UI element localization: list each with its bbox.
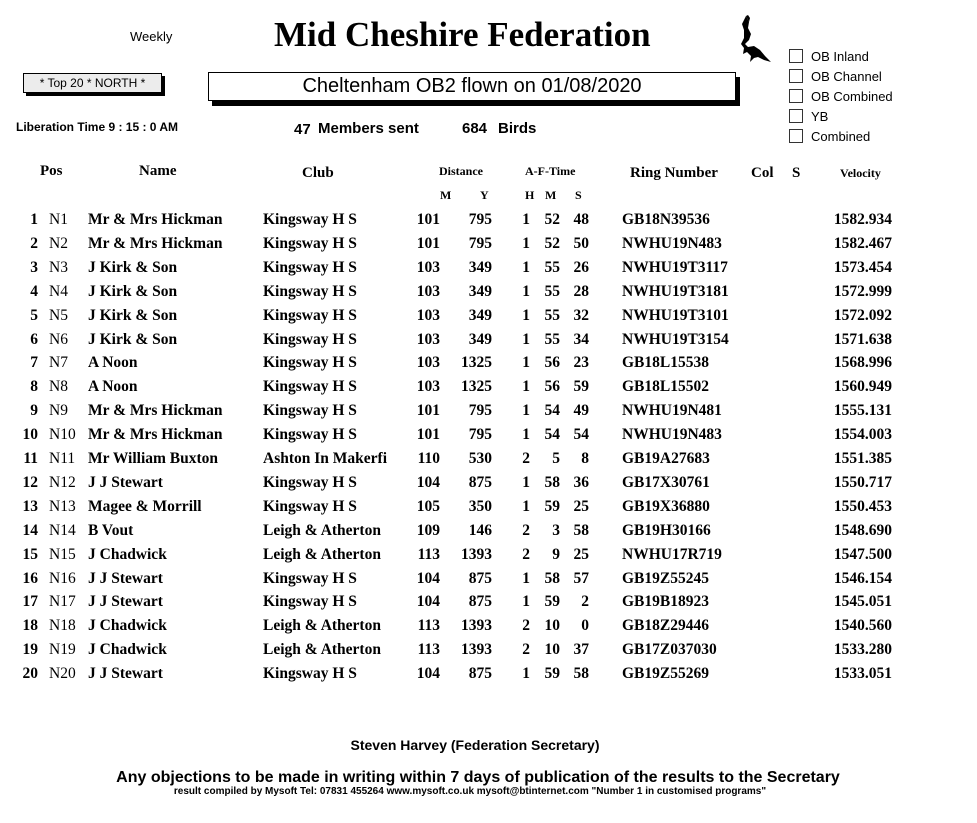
- time-seconds-cell: 37: [573, 641, 589, 659]
- time-hours-cell: 1: [522, 282, 530, 300]
- position-cell: 17: [22, 593, 38, 611]
- north-position-cell: N1: [49, 211, 68, 228]
- distance-yards-cell: 1393: [461, 545, 492, 563]
- north-position-cell: N2: [49, 234, 68, 252]
- time-hours-cell: 1: [522, 569, 530, 587]
- position-cell: 4: [30, 282, 38, 300]
- velocity-cell: 1546.154: [833, 569, 892, 587]
- member-name-cell: A Noon: [88, 354, 138, 372]
- distance-yards-cell: 875: [468, 569, 492, 587]
- ring-number-cell: NWHU19N483: [622, 426, 722, 444]
- time-seconds-cell: 34: [573, 330, 589, 348]
- time-hours-cell: 1: [522, 330, 530, 348]
- north-position-cell: N4: [49, 282, 68, 300]
- table-row: [0, 593, 977, 617]
- position-cell: 15: [22, 545, 38, 563]
- time-minutes-cell: 58: [544, 569, 560, 587]
- col-header-minutes: M: [545, 188, 557, 202]
- time-seconds-cell: 59: [573, 378, 589, 396]
- velocity-cell: 1572.999: [833, 282, 892, 300]
- distance-miles-cell: 101: [416, 211, 440, 228]
- club-cell: Kingsway H S: [263, 426, 357, 444]
- table-row: [0, 665, 977, 689]
- velocity-cell: 1582.467: [833, 234, 892, 252]
- birds-label: Birds: [498, 120, 537, 137]
- option-yb[interactable]: [789, 106, 893, 126]
- club-cell: Kingsway H S: [263, 211, 357, 228]
- time-seconds-cell: 8: [581, 450, 589, 467]
- position-cell: 8: [30, 378, 38, 396]
- distance-yards-cell: 349: [468, 258, 492, 276]
- club-cell: Kingsway H S: [263, 473, 357, 491]
- north-position-cell: N20: [49, 665, 76, 683]
- north-position-cell: N14: [49, 521, 76, 539]
- club-cell: Kingsway H S: [263, 258, 357, 276]
- member-name-cell: J J Stewart: [88, 473, 163, 491]
- members-count: 47: [294, 121, 311, 138]
- option-label: OB Combined: [811, 88, 893, 104]
- table-row: [0, 641, 977, 665]
- time-seconds-cell: 25: [573, 497, 589, 515]
- table-row: [0, 570, 977, 594]
- north-position-cell: N3: [49, 258, 68, 276]
- member-name-cell: Mr & Mrs Hickman: [88, 402, 223, 420]
- member-name-cell: B Vout: [88, 521, 134, 539]
- time-hours-cell: 1: [522, 211, 530, 228]
- ring-number-cell: GB19A27683: [622, 450, 710, 467]
- position-cell: 11: [23, 450, 38, 467]
- ring-number-cell: NWHU19N483: [622, 234, 722, 252]
- club-cell: Kingsway H S: [263, 497, 357, 515]
- distance-miles-cell: 103: [416, 378, 440, 396]
- checkbox[interactable]: [789, 69, 803, 83]
- north-position-cell: N15: [49, 545, 76, 563]
- velocity-cell: 1533.280: [833, 641, 892, 659]
- member-name-cell: A Noon: [88, 378, 138, 396]
- time-minutes-cell: 58: [544, 473, 560, 491]
- velocity-cell: 1540.560: [833, 617, 892, 635]
- distance-miles-cell: 101: [416, 402, 440, 420]
- col-header-sex: S: [792, 165, 801, 181]
- time-hours-cell: 2: [522, 450, 530, 467]
- north-position-cell: N11: [49, 450, 76, 467]
- col-header-seconds: S: [575, 188, 582, 202]
- position-cell: 10: [22, 426, 38, 444]
- distance-yards-cell: 349: [468, 330, 492, 348]
- ring-number-cell: NWHU19T3101: [622, 306, 729, 324]
- time-hours-cell: 1: [522, 497, 530, 515]
- club-cell: Kingsway H S: [263, 378, 357, 396]
- position-cell: 7: [30, 354, 38, 372]
- table-row: [0, 235, 977, 259]
- time-minutes-cell: 55: [544, 330, 560, 348]
- time-minutes-cell: 52: [544, 211, 560, 228]
- table-row: [0, 259, 977, 283]
- col-header-hours: H: [525, 188, 535, 202]
- col-header-name: Name: [139, 163, 177, 179]
- north-position-cell: N8: [49, 378, 68, 396]
- time-hours-cell: 2: [522, 545, 530, 563]
- time-minutes-cell: 54: [544, 402, 560, 420]
- distance-miles-cell: 110: [417, 450, 440, 467]
- ring-number-cell: GB17Z037030: [622, 641, 717, 659]
- club-cell: Kingsway H S: [263, 306, 357, 324]
- weekly-label: Weekly: [130, 29, 173, 44]
- distance-yards-cell: 349: [468, 282, 492, 300]
- time-minutes-cell: 55: [544, 306, 560, 324]
- time-hours-cell: 1: [522, 593, 530, 611]
- distance-miles-cell: 113: [417, 617, 440, 635]
- time-minutes-cell: 56: [544, 354, 560, 372]
- distance-yards-cell: 875: [468, 473, 492, 491]
- velocity-cell: 1550.453: [833, 497, 892, 515]
- velocity-cell: 1548.690: [833, 521, 892, 539]
- table-row: [0, 498, 977, 522]
- time-hours-cell: 1: [522, 234, 530, 252]
- time-minutes-cell: 55: [544, 258, 560, 276]
- ring-number-cell: GB19Z55245: [622, 569, 709, 587]
- ring-number-cell: GB19B18923: [622, 593, 709, 611]
- time-seconds-cell: 58: [573, 521, 589, 539]
- position-cell: 6: [30, 330, 38, 348]
- time-hours-cell: 1: [522, 258, 530, 276]
- time-minutes-cell: 59: [544, 497, 560, 515]
- checkbox[interactable]: [789, 129, 803, 143]
- ring-number-cell: NWHU19T3181: [622, 282, 729, 300]
- time-seconds-cell: 57: [573, 569, 589, 587]
- region-badge: * Top 20 * NORTH *: [23, 73, 162, 93]
- member-name-cell: J J Stewart: [88, 569, 163, 587]
- time-seconds-cell: 36: [573, 473, 589, 491]
- member-name-cell: Mr William Buxton: [88, 450, 219, 467]
- col-header-velocity: Velocity: [840, 166, 881, 180]
- race-title-box: Cheltenham OB2 flown on 01/08/2020: [208, 72, 736, 101]
- col-header-ring: Ring Number: [630, 165, 718, 181]
- club-cell: Leigh & Atherton: [263, 617, 381, 635]
- ring-number-cell: GB19Z55269: [622, 665, 709, 683]
- velocity-cell: 1571.638: [833, 330, 892, 348]
- north-position-cell: N19: [49, 641, 76, 659]
- member-name-cell: J J Stewart: [88, 593, 163, 611]
- time-minutes-cell: 10: [544, 641, 560, 659]
- club-cell: Kingsway H S: [263, 282, 357, 300]
- ring-number-cell: GB17X30761: [622, 473, 710, 491]
- table-row: [0, 474, 977, 498]
- velocity-cell: 1533.051: [833, 665, 892, 683]
- ring-number-cell: GB19H30166: [622, 521, 711, 539]
- distance-yards-cell: 1393: [461, 641, 492, 659]
- time-minutes-cell: 54: [544, 426, 560, 444]
- distance-miles-cell: 101: [416, 234, 440, 252]
- time-seconds-cell: 32: [573, 306, 589, 324]
- member-name-cell: J Kirk & Son: [88, 306, 178, 324]
- time-hours-cell: 1: [522, 354, 530, 372]
- option-ob-channel[interactable]: [789, 66, 893, 86]
- north-position-cell: N10: [49, 426, 76, 444]
- distance-miles-cell: 113: [417, 641, 440, 659]
- position-cell: 12: [22, 473, 38, 491]
- position-cell: 19: [22, 641, 38, 659]
- club-cell: Kingsway H S: [263, 593, 357, 611]
- velocity-cell: 1560.949: [833, 378, 892, 396]
- position-cell: 3: [30, 258, 38, 276]
- time-seconds-cell: 2: [581, 593, 589, 611]
- north-position-cell: N12: [49, 473, 76, 491]
- time-seconds-cell: 26: [573, 258, 589, 276]
- member-name-cell: J Kirk & Son: [88, 258, 178, 276]
- distance-yards-cell: 530: [468, 450, 492, 467]
- distance-yards-cell: 146: [468, 521, 492, 539]
- table-row: [0, 283, 977, 307]
- table-row: [0, 307, 977, 331]
- time-minutes-cell: 5: [552, 450, 560, 467]
- velocity-cell: 1554.003: [833, 426, 892, 444]
- north-position-cell: N7: [49, 354, 68, 372]
- distance-miles-cell: 103: [416, 306, 440, 324]
- col-header-colour: Col: [751, 165, 774, 181]
- distance-yards-cell: 795: [468, 426, 492, 444]
- velocity-cell: 1550.717: [833, 473, 892, 491]
- page-title: Mid Cheshire Federation: [274, 15, 651, 54]
- table-row: [0, 426, 977, 450]
- club-cell: Ashton In Makerfi: [263, 450, 388, 467]
- member-name-cell: J Chadwick: [88, 617, 167, 635]
- position-cell: 1: [30, 211, 38, 228]
- member-name-cell: Mr & Mrs Hickman: [88, 234, 223, 252]
- distance-yards-cell: 1325: [461, 354, 492, 372]
- distance-miles-cell: 104: [416, 665, 440, 683]
- ring-number-cell: GB18N39536: [622, 211, 710, 228]
- option-label: Combined: [811, 128, 871, 144]
- club-cell: Leigh & Atherton: [263, 545, 381, 563]
- col-header-distance: Distance: [439, 164, 483, 178]
- position-cell: 13: [22, 497, 38, 515]
- liberation-time: Liberation Time 9 : 15 : 0 AM: [16, 120, 179, 134]
- option-label: OB Inland: [811, 48, 869, 64]
- member-name-cell: Mr & Mrs Hickman: [88, 211, 223, 228]
- ring-number-cell: NWHU19T3117: [622, 258, 728, 276]
- velocity-cell: 1582.934: [833, 211, 892, 228]
- velocity-cell: 1572.092: [833, 306, 892, 324]
- distance-yards-cell: 350: [468, 497, 492, 515]
- time-hours-cell: 2: [522, 521, 530, 539]
- distance-yards-cell: 1325: [461, 378, 492, 396]
- club-cell: Kingsway H S: [263, 665, 357, 683]
- north-position-cell: N17: [49, 593, 76, 611]
- birds-count: 684: [462, 120, 488, 137]
- club-cell: Kingsway H S: [263, 354, 357, 372]
- distance-miles-cell: 104: [416, 569, 440, 587]
- member-name-cell: J J Stewart: [88, 665, 163, 683]
- velocity-cell: 1545.051: [833, 593, 892, 611]
- col-header-dist-m: M: [440, 188, 452, 202]
- table-row: [0, 522, 977, 546]
- distance-miles-cell: 104: [416, 593, 440, 611]
- time-seconds-cell: 48: [573, 211, 589, 228]
- position-cell: 5: [30, 306, 38, 324]
- option-ob-inland[interactable]: [789, 46, 893, 66]
- table-row: [0, 354, 977, 378]
- compiled-by-footer: result compiled by Mysoft Tel: 07831 455264 www.mysoft.co.uk mysoft@btinternet.com "Number 1 in customised programs": [173, 786, 767, 797]
- table-row: [0, 378, 977, 402]
- table-row: [0, 211, 977, 235]
- position-cell: 18: [22, 617, 38, 635]
- ring-number-cell: NWHU19T3154: [622, 330, 729, 348]
- col-header-dist-y: Y: [480, 188, 489, 202]
- club-cell: Leigh & Atherton: [263, 521, 381, 539]
- north-position-cell: N6: [49, 330, 68, 348]
- checkbox[interactable]: [789, 89, 803, 103]
- option-combined[interactable]: [789, 126, 893, 146]
- ring-number-cell: GB18Z29446: [622, 617, 709, 635]
- distance-yards-cell: 349: [468, 306, 492, 324]
- time-minutes-cell: 52: [544, 234, 560, 252]
- time-minutes-cell: 59: [544, 593, 560, 611]
- distance-yards-cell: 795: [468, 211, 492, 228]
- time-seconds-cell: 25: [573, 545, 589, 563]
- north-position-cell: N9: [49, 402, 68, 420]
- club-cell: Kingsway H S: [263, 234, 357, 252]
- time-hours-cell: 2: [522, 641, 530, 659]
- table-row: [0, 546, 977, 570]
- option-label: OB Channel: [811, 68, 882, 84]
- objections-notice: Any objections to be made in writing within 7 days of publication of the results to the Secretary: [116, 769, 840, 786]
- club-cell: Kingsway H S: [263, 330, 357, 348]
- position-cell: 20: [22, 665, 38, 683]
- distance-miles-cell: 103: [416, 258, 440, 276]
- time-seconds-cell: 28: [573, 282, 589, 300]
- distance-yards-cell: 875: [468, 665, 492, 683]
- member-name-cell: J Chadwick: [88, 641, 167, 659]
- distance-yards-cell: 795: [468, 402, 492, 420]
- ring-number-cell: GB18L15502: [622, 378, 709, 396]
- velocity-cell: 1551.385: [833, 450, 892, 467]
- position-cell: 9: [30, 402, 38, 420]
- member-name-cell: J Kirk & Son: [88, 330, 178, 348]
- distance-miles-cell: 109: [416, 521, 440, 539]
- velocity-cell: 1555.131: [833, 402, 892, 420]
- col-header-pos: Pos: [40, 163, 63, 179]
- time-seconds-cell: 49: [573, 402, 589, 420]
- position-cell: 2: [30, 234, 38, 252]
- table-row: [0, 331, 977, 355]
- table-row: [0, 617, 977, 641]
- time-minutes-cell: 59: [544, 665, 560, 683]
- member-name-cell: Magee & Morrill: [88, 497, 202, 515]
- time-seconds-cell: 0: [581, 617, 589, 635]
- time-minutes-cell: 55: [544, 282, 560, 300]
- distance-miles-cell: 101: [416, 426, 440, 444]
- time-minutes-cell: 3: [552, 521, 560, 539]
- member-name-cell: J Chadwick: [88, 545, 167, 563]
- time-seconds-cell: 23: [573, 354, 589, 372]
- table-row: [0, 450, 977, 474]
- north-position-cell: N18: [49, 617, 76, 635]
- north-position-cell: N16: [49, 569, 76, 587]
- time-hours-cell: 1: [522, 665, 530, 683]
- checkbox[interactable]: [789, 49, 803, 63]
- distance-yards-cell: 795: [468, 234, 492, 252]
- time-seconds-cell: 54: [573, 426, 589, 444]
- time-minutes-cell: 56: [544, 378, 560, 396]
- time-hours-cell: 1: [522, 473, 530, 491]
- distance-miles-cell: 103: [416, 354, 440, 372]
- position-cell: 16: [22, 569, 38, 587]
- time-hours-cell: 1: [522, 306, 530, 324]
- time-hours-cell: 1: [522, 402, 530, 420]
- distance-miles-cell: 103: [416, 330, 440, 348]
- distance-miles-cell: 103: [416, 282, 440, 300]
- time-seconds-cell: 50: [573, 234, 589, 252]
- velocity-cell: 1568.996: [833, 354, 892, 372]
- option-label: YB: [811, 108, 829, 124]
- race-type-checklist: [789, 46, 893, 146]
- velocity-cell: 1547.500: [833, 545, 892, 563]
- time-hours-cell: 2: [522, 617, 530, 635]
- velocity-cell: 1573.454: [833, 258, 892, 276]
- time-minutes-cell: 9: [552, 545, 560, 563]
- ring-number-cell: NWHU17R719: [622, 545, 722, 563]
- north-position-cell: N13: [49, 497, 76, 515]
- time-minutes-cell: 10: [544, 617, 560, 635]
- club-cell: Leigh & Atherton: [263, 641, 381, 659]
- members-label: Members sent: [318, 120, 419, 137]
- option-ob-combined[interactable]: [789, 86, 893, 106]
- ring-number-cell: GB18L15538: [622, 354, 709, 372]
- col-header-club: Club: [302, 165, 334, 181]
- member-name-cell: Mr & Mrs Hickman: [88, 426, 223, 444]
- distance-miles-cell: 105: [416, 497, 440, 515]
- col-header-af-time: A-F-Time: [525, 164, 576, 178]
- pigeon-silhouette-icon: [738, 14, 772, 64]
- position-cell: 14: [22, 521, 38, 539]
- distance-yards-cell: 875: [468, 593, 492, 611]
- club-cell: Kingsway H S: [263, 569, 357, 587]
- distance-miles-cell: 113: [417, 545, 440, 563]
- secretary-signature: Steven Harvey (Federation Secretary): [350, 737, 600, 753]
- time-hours-cell: 1: [522, 426, 530, 444]
- distance-miles-cell: 104: [416, 473, 440, 491]
- north-position-cell: N5: [49, 306, 68, 324]
- time-seconds-cell: 58: [573, 665, 589, 683]
- club-cell: Kingsway H S: [263, 402, 357, 420]
- member-name-cell: J Kirk & Son: [88, 282, 178, 300]
- ring-number-cell: GB19X36880: [622, 497, 710, 515]
- time-hours-cell: 1: [522, 378, 530, 396]
- checkbox[interactable]: [789, 109, 803, 123]
- ring-number-cell: NWHU19N481: [622, 402, 722, 420]
- table-row: [0, 402, 977, 426]
- distance-yards-cell: 1393: [461, 617, 492, 635]
